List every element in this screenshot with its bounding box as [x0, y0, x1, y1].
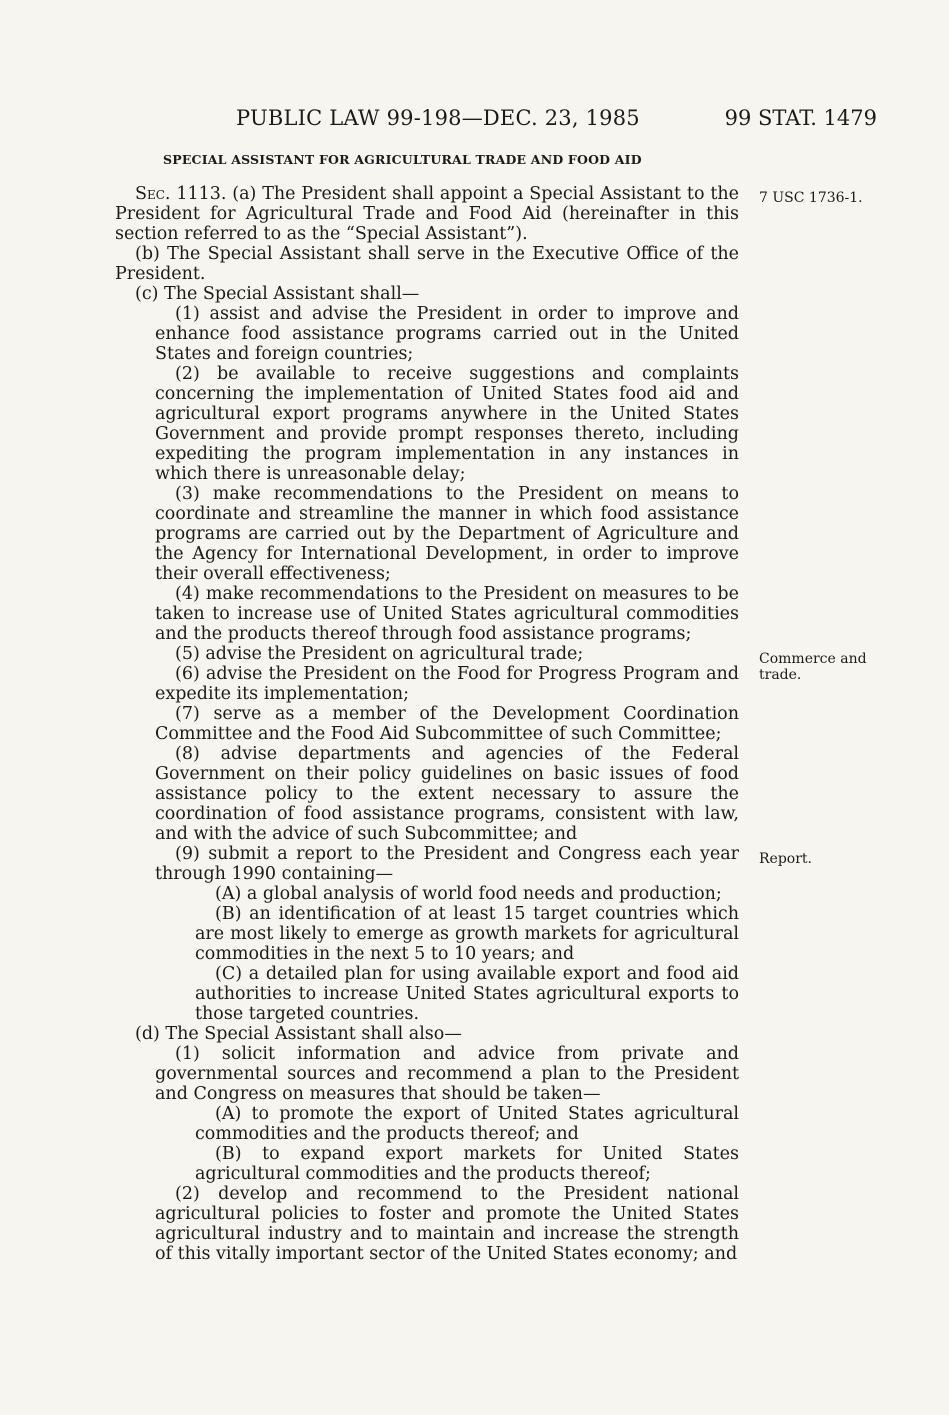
clause-c7: (7) serve as a member of the Development Coordination Committee and the Food Aid Subcommittee of such Committee;	[155, 704, 739, 744]
sec-label: Sec.	[135, 184, 171, 204]
paragraph-c-intro: (c) The Special Assistant shall—	[135, 284, 420, 304]
clause-c3: (3) make recommendations to the President on means to coordinate and streamline the manner in which food assistance programs are carried out by the Department of Agriculture and the Agency for International Development, in order to improve their overall effectiveness;	[155, 484, 739, 584]
clause-d2: (2) develop and recommend to the President national agricultural policies to foster and promote the United States agricultural industry and to maintain and increase the strength of this vitally important sector of the United States economy; and	[155, 1184, 739, 1264]
clause-c5: (5) advise the President on agricultural trade;	[175, 644, 584, 664]
subclause-c9a: (A) a global analysis of world food needs and production;	[215, 884, 722, 904]
margin-note-commerce-line2: trade.	[759, 667, 802, 683]
margin-note-commerce-line1: Commerce and	[759, 651, 867, 667]
law-title-header: PUBLIC LAW 99-198—DEC. 23, 1985	[236, 106, 640, 130]
section-heading: SPECIAL ASSISTANT FOR AGRICULTURAL TRADE AND FOOD AID	[163, 152, 642, 167]
paragraph-b: (b) The Special Assistant shall serve in the Executive Office of the President.	[115, 244, 739, 284]
margin-note-commerce-and-trade	[759, 651, 867, 683]
paragraph-a-text: 1113. (a) The President shall appoint a Special Assistant to the President for Agricultural Trade and Food Aid (hereinafter in this section referred to as the “Special Assistant”).	[115, 184, 739, 244]
section-body	[115, 184, 739, 1264]
clause-d1: (1) solicit information and advice from private and governmental sources and recommend a plan to the President and Congress on measures that should be taken—	[155, 1044, 739, 1104]
subclause-c9c: (C) a detailed plan for using available export and food aid authorities to increase United States agricultural exports to those targeted countries.	[195, 964, 739, 1024]
subclause-c9b: (B) an identification of at least 15 target countries which are most likely to emerge as growth markets for agricultural commodities in the next 5 to 10 years; and	[195, 904, 739, 964]
paragraph-a	[115, 184, 739, 244]
clause-c4: (4) make recommendations to the President on measures to be taken to increase use of United States agricultural commodities and the products thereof through food assistance programs;	[155, 584, 739, 644]
clause-c1: (1) assist and advise the President in order to improve and enhance food assistance programs carried out in the United States and foreign countries;	[155, 304, 739, 364]
clause-c6: (6) advise the President on the Food for Progress Program and expedite its implementation;	[155, 664, 739, 704]
clause-c2: (2) be available to receive suggestions and complaints concerning the implementation of United States food aid and agricultural export programs anywhere in the United States Government and provide prompt responses thereto, including expediting the program implementation in any instances in which there is unreasonable delay;	[155, 364, 739, 484]
statute-reference: 99 STAT. 1479	[724, 106, 877, 130]
clause-c8: (8) advise departments and agencies of the Federal Government on their policy guidelines on basic issues of food assistance policy to the extent necessary to assure the coordination of food assistance programs, consistent with law, and with the advice of such Subcommittee; and	[155, 744, 739, 844]
subclause-d1a: (A) to promote the export of United States agricultural commodities and the products thereof; and	[195, 1104, 739, 1144]
clause-c9: (9) submit a report to the President and Congress each year through 1990 containing—	[155, 844, 739, 884]
paragraph-d-intro: (d) The Special Assistant shall also—	[135, 1024, 462, 1044]
margin-note-usc-citation: 7 USC 1736-1.	[759, 190, 863, 206]
margin-note-report: Report.	[759, 851, 812, 867]
subclause-d1b: (B) to expand export markets for United States agricultural commodities and the products thereof;	[195, 1144, 739, 1184]
